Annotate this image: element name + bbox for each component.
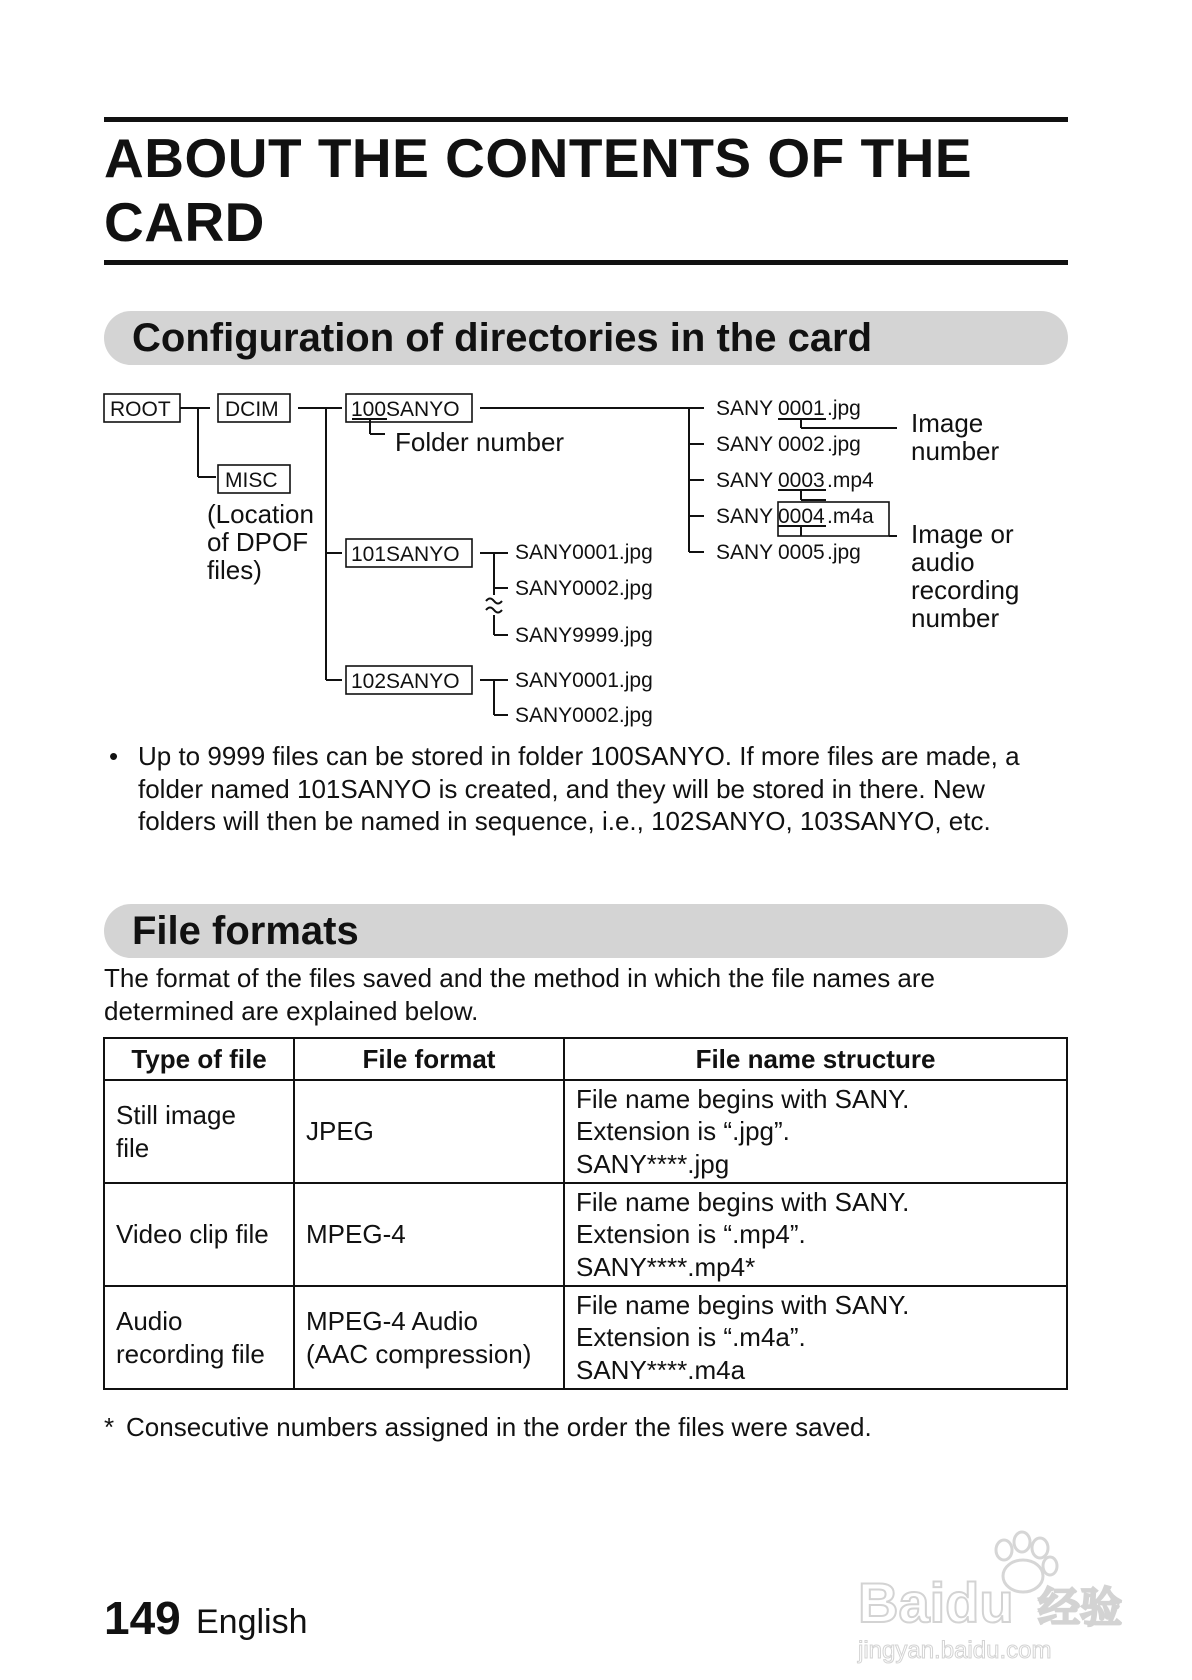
file-number: 0005 [778, 541, 825, 564]
folder-102-label: 102SANYO [351, 670, 460, 693]
folder-100-file-1 [716, 397, 861, 420]
bullet-note [104, 740, 1068, 838]
file-prefix: SANY [716, 541, 774, 564]
folder-101-file-3: SANY9999.jpg [515, 624, 653, 647]
file-number: 0002 [778, 433, 825, 456]
file-prefix: SANY [716, 433, 774, 456]
header-type-of-file: Type of file [104, 1038, 294, 1080]
folder-100-file-5 [716, 541, 861, 564]
section-header-file-formats: File formats [104, 904, 1068, 958]
folder-102-file-2: SANY0002.jpg [515, 704, 653, 727]
watermark-brand: Baidu [858, 1571, 1014, 1634]
page-language: English [196, 1603, 308, 1641]
file-ext: .m4a [827, 505, 874, 528]
file-prefix: SANY [716, 469, 774, 492]
table-row [104, 1286, 1067, 1389]
cell-structure: File name begins with SANY. Extension is “.mp4”. SANY****.mp4* [564, 1183, 1067, 1286]
folder-100-file-4 [716, 505, 874, 528]
cell-format: JPEG [294, 1080, 564, 1183]
audio-number-note-line-1: Image or [911, 519, 1014, 549]
cell-format: MPEG-4 [294, 1183, 564, 1286]
dcim-label: DCIM [225, 398, 279, 421]
footnote [104, 1411, 1068, 1443]
file-number: 0001 [778, 397, 825, 420]
folder-100-file-3 [716, 469, 874, 492]
root-label: ROOT [110, 398, 171, 421]
footnote-text: Consecutive numbers assigned in the order the files were saved. [126, 1412, 872, 1442]
table-row [104, 1183, 1067, 1286]
file-ext: .jpg [827, 541, 861, 564]
page-number: 149 [104, 1592, 181, 1644]
page-title: ABOUT THE CONTENTS OF THE CARD [104, 127, 973, 253]
misc-label: MISC [225, 469, 278, 492]
cell-format: MPEG-4 Audio (AAC compression) [294, 1286, 564, 1389]
audio-number-note-line-2: audio [911, 547, 975, 577]
file-prefix: SANY [716, 397, 774, 420]
folder-101-label: 101SANYO [351, 543, 460, 566]
folder-101-break-2 [486, 608, 502, 613]
table-row [104, 1080, 1067, 1183]
folder-101-file-1: SANY0001.jpg [515, 541, 653, 564]
footnote-marker: * [104, 1412, 115, 1442]
image-number-note-line-2: number [911, 436, 1000, 466]
header-file-format: File format [294, 1038, 564, 1080]
bullet-text: Up to 9999 files can be stored in folder 100SANYO. If more files are made, a folder named 101SANYO is created, and they will be stored in there. New folders will then be named in sequence, i.e., 102SANYO, 103SANYO, etc. [138, 741, 1020, 836]
file-ext: .jpg [827, 397, 861, 420]
watermark-url: jingyan.baidu.com [858, 1637, 1052, 1664]
folder-100-label: 100SANYO [351, 398, 460, 421]
header-file-name-structure: File name structure [564, 1038, 1067, 1080]
image-number-note-line-1: Image [911, 408, 984, 438]
file-ext: .mp4 [827, 469, 874, 492]
misc-note-line-3: files) [207, 555, 262, 585]
misc-note-line-2: of DPOF [207, 527, 309, 557]
folder-100-file-2 [716, 433, 861, 456]
cell-type: Audio recording file [104, 1286, 294, 1389]
baidu-watermark [838, 1520, 1138, 1670]
cell-structure: File name begins with SANY. Extension is “.jpg”. SANY****.jpg [564, 1080, 1067, 1183]
misc-note-line-1: (Location [207, 499, 314, 529]
section-header-configuration: Configuration of directories in the card [104, 311, 1068, 365]
folder-101-break-1 [486, 599, 502, 604]
file-prefix: SANY [716, 505, 774, 528]
cell-structure: File name begins with SANY. Extension is “.m4a”. SANY****.m4a [564, 1286, 1067, 1389]
watermark-cn: 经验 [1038, 1584, 1123, 1631]
file-formats-intro: The format of the files saved and the method in which the file names are determined are explained below. [104, 963, 936, 1026]
folder-101-file-2: SANY0002.jpg [515, 577, 653, 600]
cell-type: Still image file [104, 1080, 294, 1183]
folder-102-file-1: SANY0001.jpg [515, 669, 653, 692]
table-header-row [104, 1038, 1067, 1080]
file-ext: .jpg [827, 433, 861, 456]
file-number: 0003 [778, 469, 825, 492]
file-number: 0004 [778, 505, 825, 528]
directory-diagram [0, 0, 1192, 740]
bullet-icon: • [109, 741, 119, 771]
file-formats-table [103, 1037, 1068, 1390]
audio-number-note-line-3: recording [911, 575, 1020, 605]
folder-number-note: Folder number [395, 427, 565, 457]
cell-type: Video clip file [104, 1183, 294, 1286]
audio-number-note-line-4: number [911, 603, 1000, 633]
